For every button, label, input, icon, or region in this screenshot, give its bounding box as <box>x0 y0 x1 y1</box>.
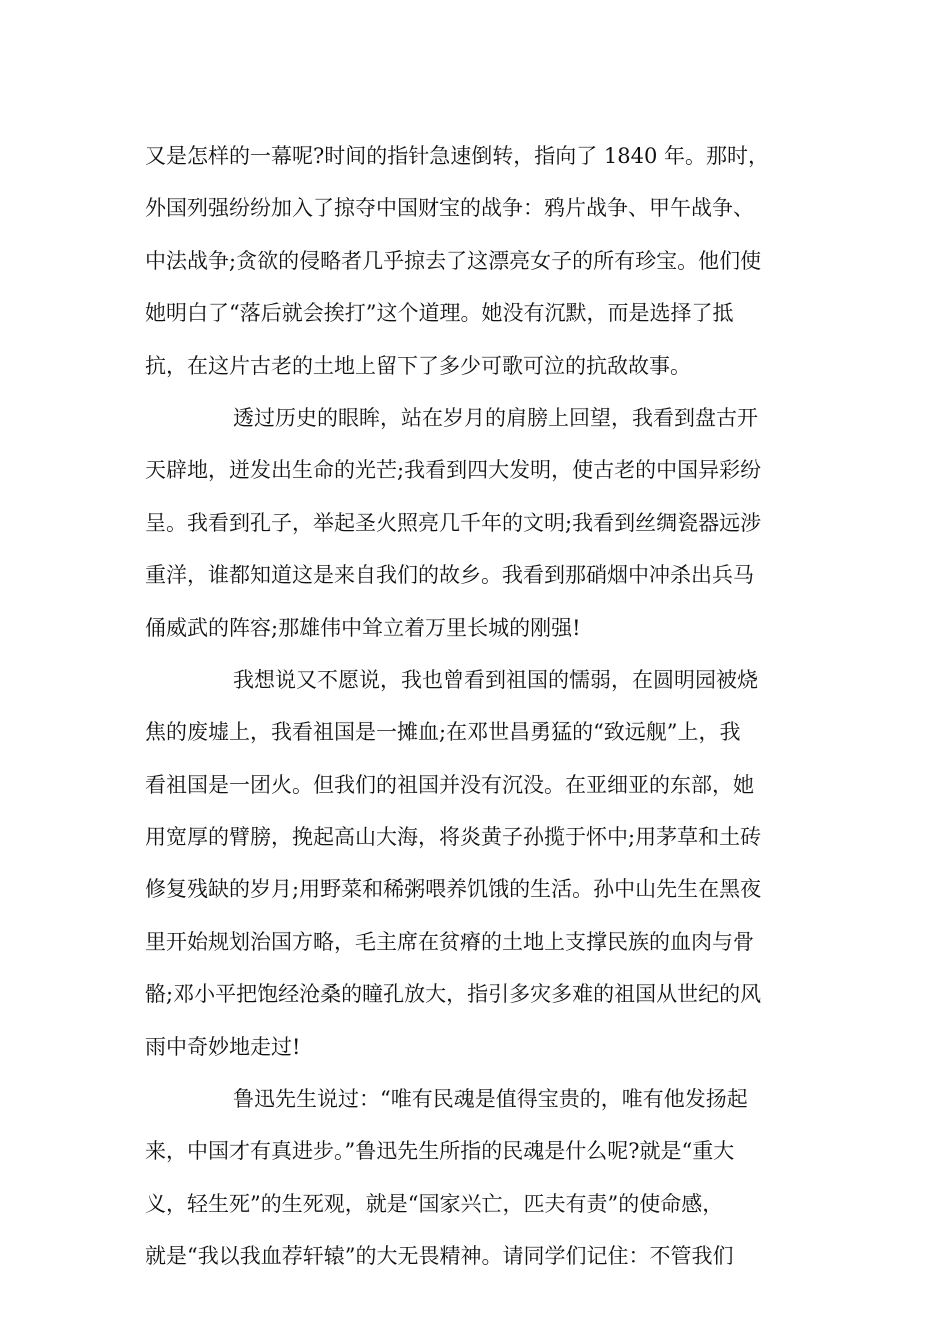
paragraph-start-line: 我想说又不愿说，我也曾看到祖国的懦弱，在圆明园被烧 <box>233 667 758 692</box>
text-line: 骼;邓小平把饱经沧桑的瞳孔放大，指引多灾多难的祖国从世纪的风 <box>145 982 762 1007</box>
text-line: 俑威武的阵容;那雄伟中耸立着万里长城的刚强! <box>145 615 581 640</box>
paragraph-start-line: 鲁迅先生说过：“唯有民魂是值得宝贵的，唯有他发扬起 <box>233 1087 748 1112</box>
text-line: 抗，在这片古老的土地上留下了多少可歌可泣的抗敌故事。 <box>145 353 691 378</box>
text-line: 重洋，谁都知道这是来自我们的故乡。我看到那硝烟中冲杀出兵马 <box>145 563 754 588</box>
text-line: 又是怎样的一幕呢?时间的指针急速倒转，指向了 1840 年。那时， <box>145 144 770 168</box>
text-line: 就是“我以我血荐轩辕”的大无畏精神。请同学们记住：不管我们 <box>145 1244 734 1269</box>
text-line: 义，轻生死”的生死观，就是“国家兴亡，匹夫有责”的使命感， <box>145 1191 724 1216</box>
text-line: 里开始规划治国方略，毛主席在贫瘠的土地上支撑民族的血肉与骨 <box>145 929 754 954</box>
text-line: 焦的废墟上，我看祖国是一摊血;在邓世昌勇猛的“致远舰”上，我 <box>145 720 741 745</box>
text-line: 她明白了“落后就会挨打”这个道理。她没有沉默，而是选择了抵 <box>145 301 734 326</box>
text-line: 用宽厚的臂膀，挽起高山大海，将炎黄子孙揽于怀中;用茅草和土砖 <box>145 825 762 850</box>
body-text <box>145 130 810 1283</box>
text-line: 来，中国才有真进步。”鲁迅先生所指的民魂是什么呢?就是“重大 <box>145 1139 735 1164</box>
text-line: 中法战争;贪欲的侵略者几乎掠去了这漂亮女子的所有珍宝。他们使 <box>145 248 762 273</box>
text-line: 修复残缺的岁月;用野菜和稀粥喂养饥饿的生活。孙中山先生在黑夜 <box>145 877 762 902</box>
text-line: 呈。我看到孔子，举起圣火照亮几千年的文明;我看到丝绸瓷器远涉 <box>145 510 762 535</box>
text-line: 天辟地，迸发出生命的光芒;我看到四大发明，使古老的中国异彩纷 <box>145 458 762 483</box>
text-line: 雨中奇妙地走过! <box>145 1034 301 1059</box>
text-line: 外国列强纷纷加入了掠夺中国财宝的战争：鸦片战争、甲午战争、 <box>145 196 754 221</box>
paragraph-start-line: 透过历史的眼眸，站在岁月的肩膀上回望，我看到盘古开 <box>233 405 758 430</box>
text-line: 看祖国是一团火。但我们的祖国并没有沉没。在亚细亚的东部，她 <box>145 772 754 797</box>
